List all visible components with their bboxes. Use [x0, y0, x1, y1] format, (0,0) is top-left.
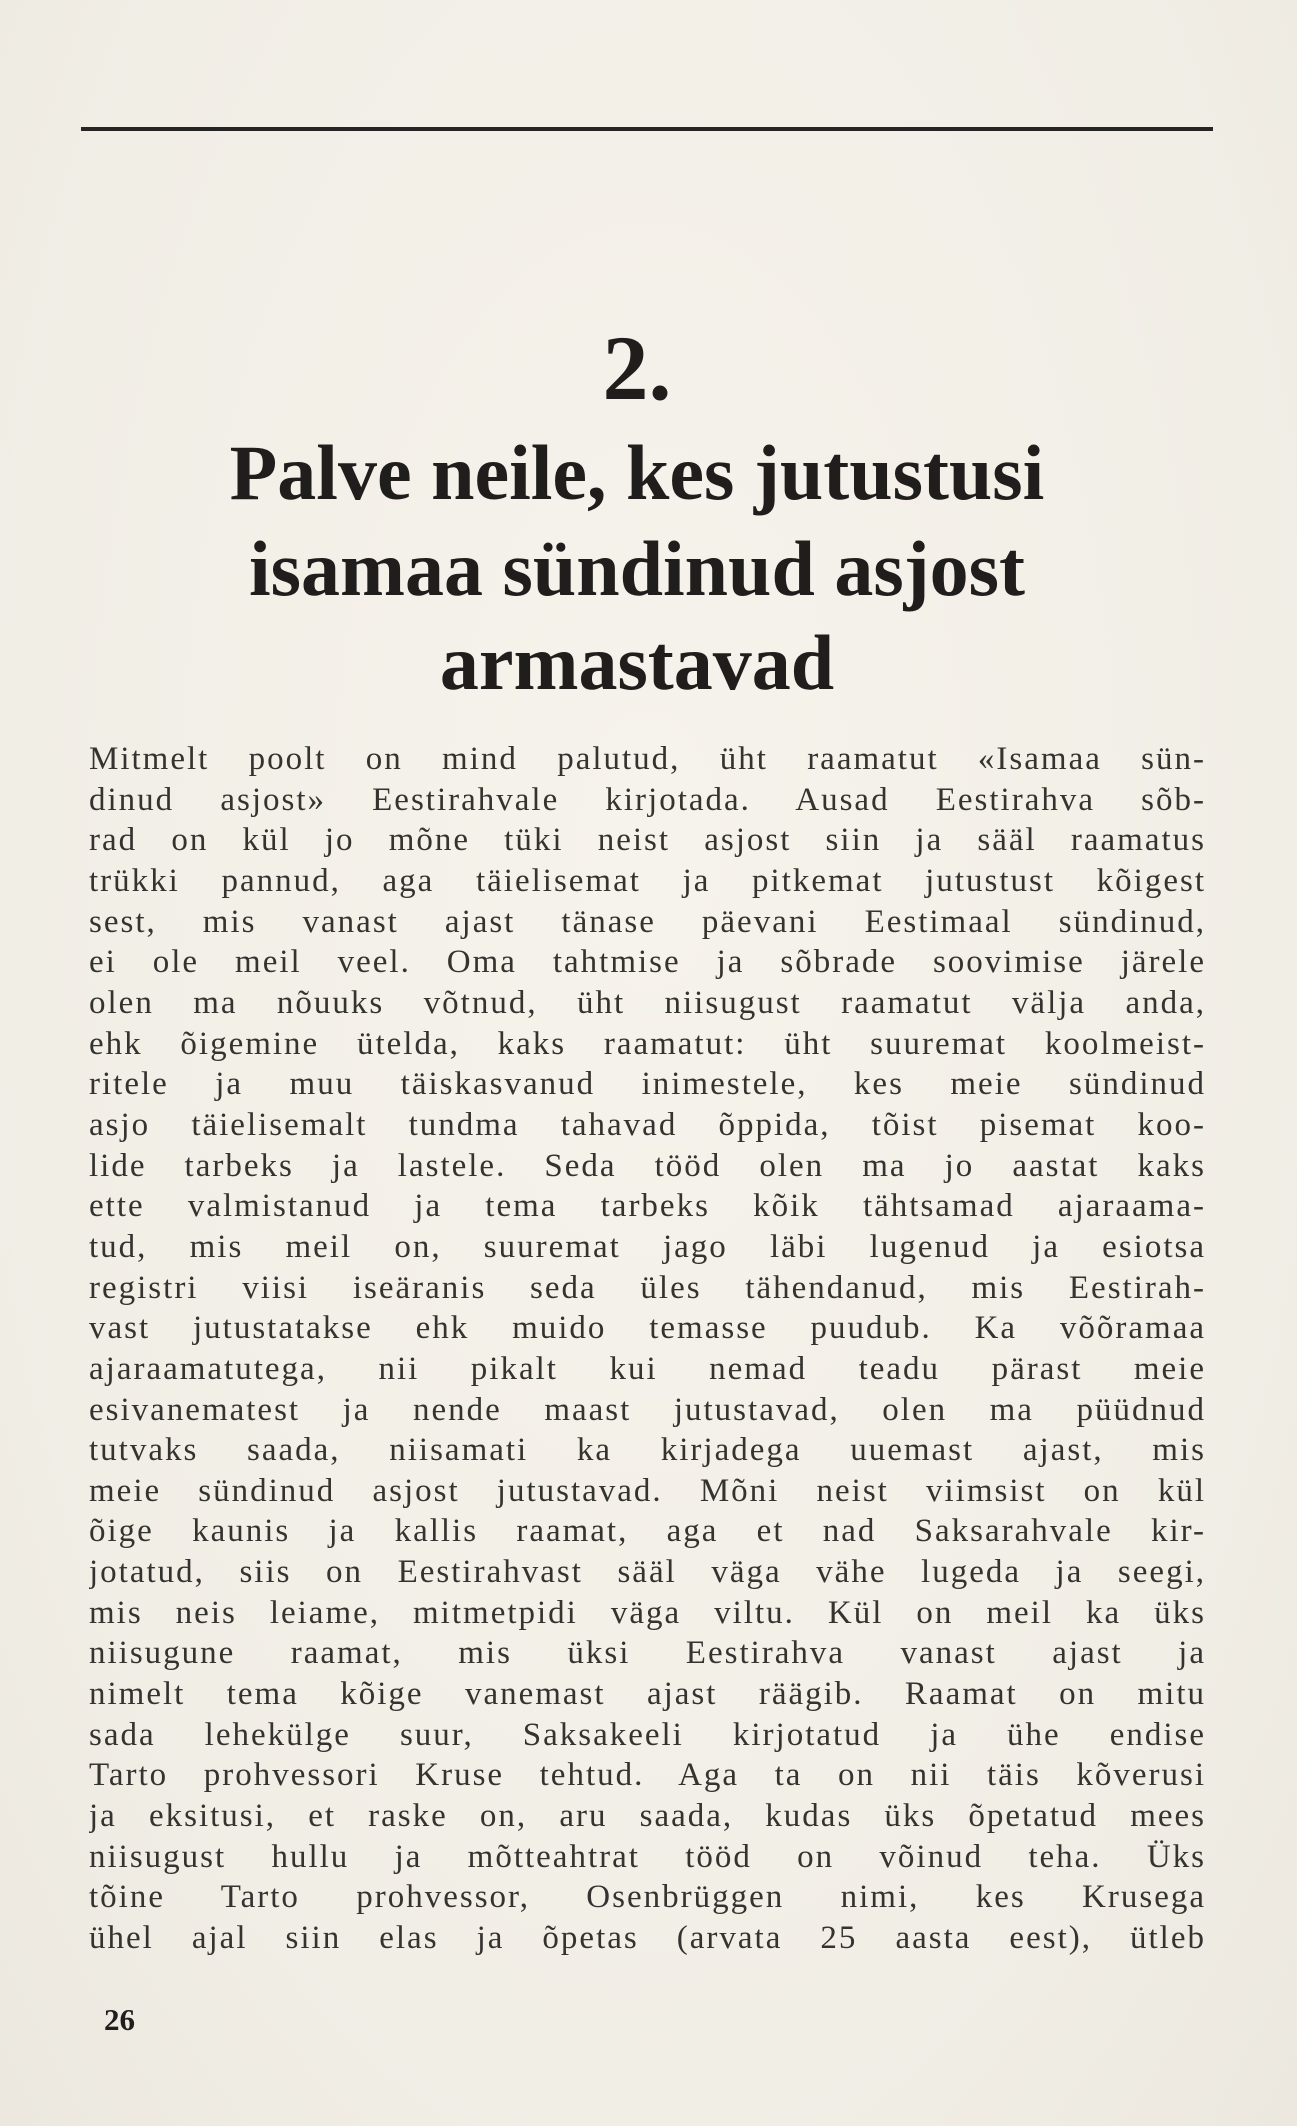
chapter-number: 2. [602, 317, 672, 419]
body-line: ajaraamatutega, nii pikalt kui nemad teadu pärast meie [89, 1350, 1206, 1387]
body-line: niisugune raamat, mis üksi Eestirahva vanast ajast ja [89, 1635, 1206, 1672]
top-rule [81, 127, 1213, 131]
body-line: asjo täielisemalt tundma tahavad õppida, tõist pisemat koo- [89, 1106, 1206, 1143]
body-line: tutvaks saada, niisamati ka kirjadega uuemast ajast, mis [89, 1432, 1206, 1469]
body-line: sada lehekülge suur, Saksakeeli kirjotatud ja ühe endise [89, 1716, 1206, 1753]
chapter-title-line-1: Palve neile, kes jutustusi [229, 429, 1045, 516]
body-line: vast jutustatakse ehk muido temasse puudub. Ka võõramaa [89, 1310, 1206, 1347]
body-line: olen ma nõuuks võtnud, üht niisugust raamatut välja anda, [89, 984, 1206, 1021]
body-line: rad on kül jo mõne tüki neist asjost siin ja sääl raamatus [89, 822, 1206, 859]
body-line: trükki pannud, aga täielisemat ja pitkemat jutustust kõigest [89, 862, 1206, 899]
body-line: esivanematest ja nende maast jutustavad, olen ma püüdnud [89, 1391, 1206, 1428]
body-line: mis neis leiame, mitmetpidi väga viltu. Kül on meil ka üks [89, 1594, 1206, 1631]
body-line: ja eksitusi, et raske on, aru saada, kudas üks õpetatud mees [89, 1798, 1206, 1835]
body-line: sest, mis vanast ajast tänase päevani Eestimaal sündinud, [89, 903, 1206, 940]
body-line: meie sündinud asjost jutustavad. Mõni neist viimsist on kül [89, 1472, 1206, 1509]
body-line: Tarto prohvessori Kruse tehtud. Aga ta on nii täis kõverusi [89, 1757, 1206, 1794]
body-line: ei ole meil veel. Oma tahtmise ja sõbrade soovimise järele [89, 944, 1206, 981]
body-line: ritele ja muu täiskasvanud inimestele, kes meie sündinud [89, 1066, 1206, 1103]
body-line: ette valmistanud ja tema tarbeks kõik tähtsamad ajaraama- [89, 1188, 1206, 1225]
body-line: ehk õigemine ütelda, kaks raamatut: üht suuremat koolmeist- [89, 1025, 1206, 1062]
chapter-title-line-3: armastavad [439, 619, 835, 706]
body-line: jotatud, siis on Eestirahvast sääl väga vähe lugeda ja seegi, [89, 1554, 1206, 1591]
body-line: niisugust hullu ja mõtteahtrat tööd on võinud teha. Üks [89, 1838, 1206, 1875]
body-line: tõine Tarto prohvessor, Osenbrüggen nimi, kes Krusega [89, 1879, 1206, 1916]
body-text [89, 739, 1206, 1959]
body-line: nimelt tema kõige vanemast ajast räägib. Raamat on mitu [89, 1676, 1206, 1713]
page-number: 26 [104, 2002, 135, 2037]
body-line: õige kaunis ja kallis raamat, aga et nad Saksarahvale kir- [89, 1513, 1206, 1550]
body-line: registri viisi iseäranis seda üles tähendanud, mis Eestirah- [89, 1269, 1206, 1306]
body-line: lide tarbeks ja lastele. Seda tööd olen ma jo aastat kaks [89, 1147, 1206, 1184]
body-line: ühel ajal siin elas ja õpetas (arvata 25 aasta eest), ütleb [89, 1920, 1206, 1957]
body-line: Mitmelt poolt on mind palutud, üht raamatut «Isamaa sün- [89, 741, 1206, 777]
body-line: tud, mis meil on, suuremat jago läbi lugenud ja esiotsa [89, 1228, 1206, 1265]
chapter-title-line-2: isamaa sündinud asjost [249, 525, 1025, 612]
body-line: dinud asjost» Eestirahvale kirjotada. Ausad Eestirahva sõb- [89, 781, 1206, 818]
